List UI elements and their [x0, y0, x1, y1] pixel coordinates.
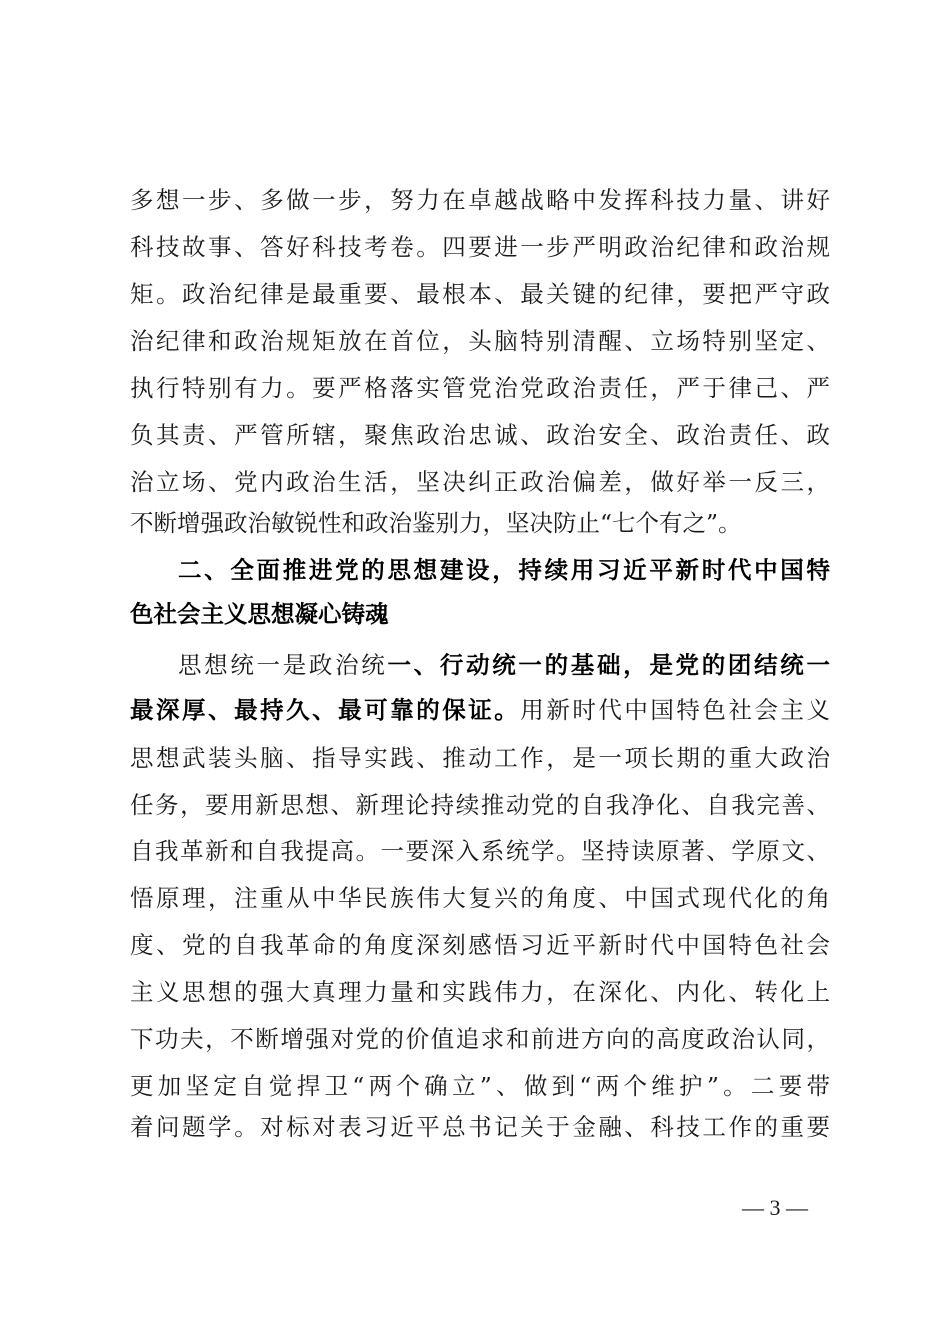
paragraph-line: 度、党的自我革命的角度深刻感悟习近平新时代中国特色社会 — [130, 931, 830, 959]
paragraph-text: 用新时代中国特色社会主义 — [520, 696, 831, 724]
section-heading-continuation: 色社会主义思想凝心铸魂 — [130, 600, 389, 628]
paragraph-line: 悟原理，注重从中华民族伟大复兴的角度、中国式现代化的角 — [130, 884, 830, 912]
section-heading: 二、全面推进党的思想建设，持续用习近平新时代中国特 — [178, 556, 830, 584]
emphasis-text: 最深厚、最持久、最可靠的保证。 — [130, 696, 521, 724]
paragraph-text: 思想统一是政治统 — [178, 651, 388, 679]
paragraph-line: 主义思想的强大真理力量和实践伟力，在深化、内化、转化上 — [130, 978, 830, 1006]
paragraph-line: 更加坚定自觉捍卫“两个确立”、做到“两个维护”。二要带 — [130, 1072, 830, 1100]
paragraph-line: 思想武装头脑、指导实践、推动工作，是一项长期的重大政治 — [130, 744, 830, 772]
page-number: — 3 — — [742, 1195, 808, 1220]
paragraph-line: 下功夫，不断增强对党的价值追求和前进方向的高度政治认同， — [130, 1025, 830, 1053]
emphasis-text: 一、行动统一的基础，是党的团结统一 — [387, 651, 830, 679]
paragraph-line — [130, 685, 830, 735]
paragraph-line: 治立场、党内政治生活，坚决纠正政治偏差，做好举一反三， — [130, 468, 830, 496]
paragraph-line: 任务，要用新思想、新理论持续推动党的自我净化、自我完善、 — [130, 791, 830, 819]
paragraph-line: 负其责、严管所辖，聚焦政治忠诚、政治安全、政治责任、政 — [130, 421, 830, 449]
paragraph-first-line — [178, 640, 830, 690]
paragraph-line: 科技故事、答好科技考卷。四要进一步严明政治纪律和政治规 — [130, 233, 830, 261]
paragraph-line: 治纪律和政治规矩放在首位，头脑特别清醒、立场特别坚定、 — [130, 327, 830, 355]
paragraph-line: 执行特别有力。要严格落实管党治党政治责任，严于律己、严 — [130, 374, 830, 402]
paragraph-line: 着问题学。对标对表习近平总书记关于金融、科技工作的重要 — [130, 1113, 830, 1141]
paragraph-line: 多想一步、多做一步，努力在卓越战略中发挥科技力量、讲好 — [130, 186, 830, 214]
paragraph-line: 矩。政治纪律是最重要、最根本、最关键的纪律，要把严守政 — [130, 280, 830, 308]
paragraph-line: 自我革新和自我提高。一要深入系统学。坚持读原著、学原文、 — [130, 837, 830, 865]
paragraph-line: 不断增强政治敏锐性和政治鉴别力，坚决防止“七个有之”。 — [130, 509, 742, 537]
